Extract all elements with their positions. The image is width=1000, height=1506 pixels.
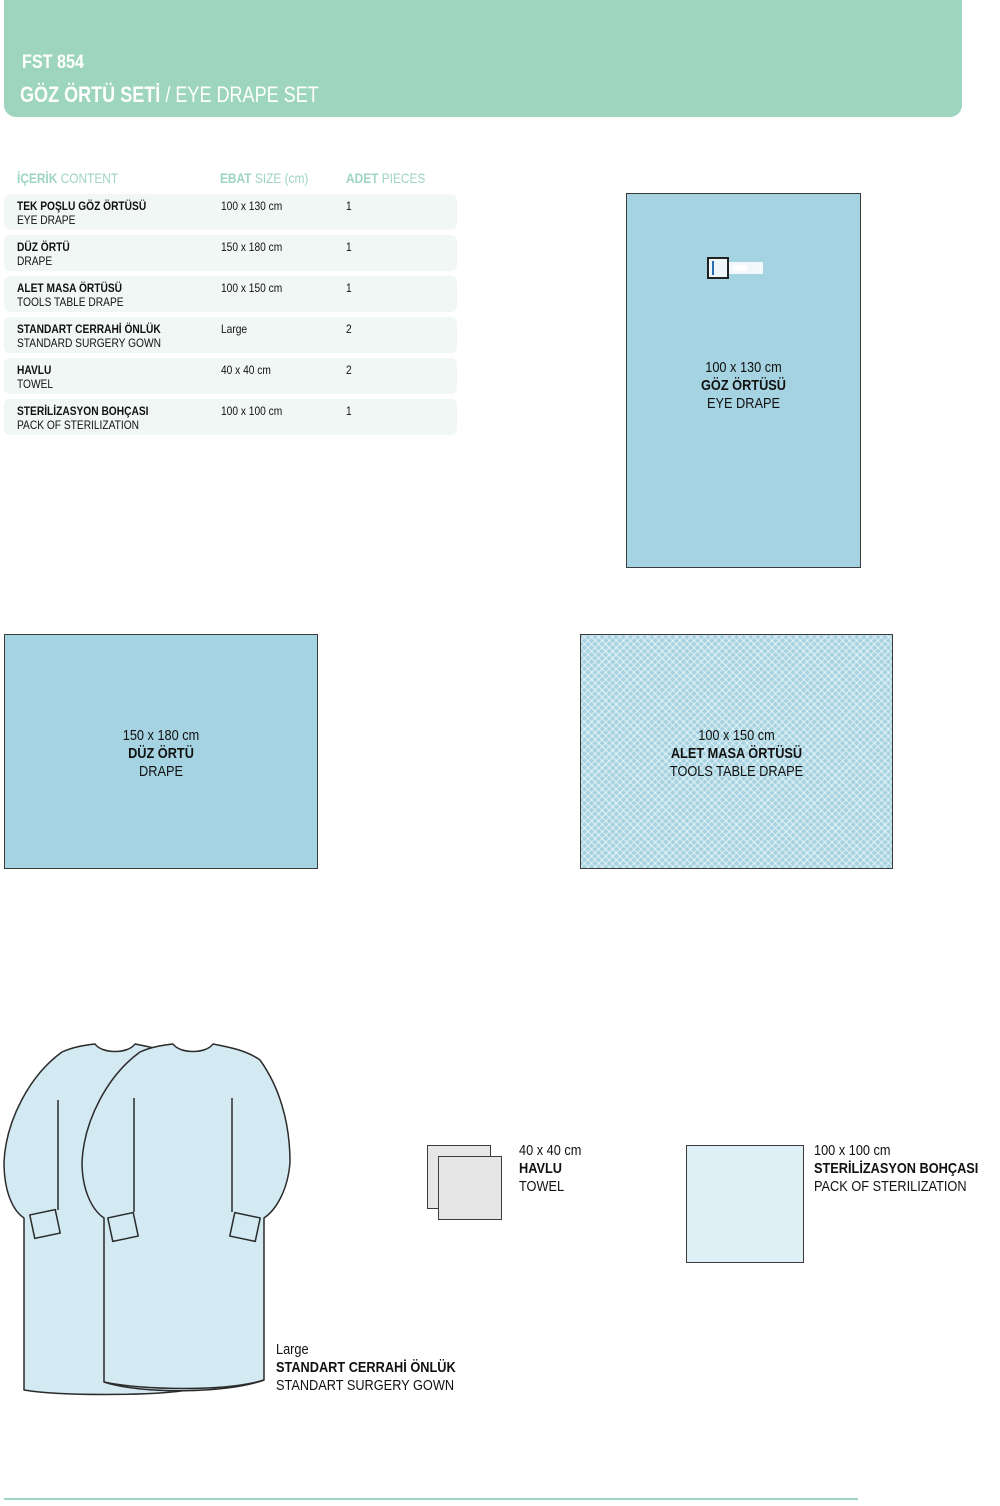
row-size: 100 x 100 cm bbox=[221, 404, 283, 418]
row-name-tr: ALET MASA ÖRTÜSÜ bbox=[17, 281, 123, 295]
row-name-tr: HAVLU bbox=[17, 363, 52, 377]
drape-label: 150 x 180 cm DÜZ ÖRTÜ DRAPE bbox=[122, 727, 200, 780]
footer-divider bbox=[4, 1498, 858, 1500]
product-code: FST 854 bbox=[22, 52, 84, 73]
row-name-en: TOWEL bbox=[17, 377, 54, 391]
title-tr: GÖZ ÖRTÜ SETİ bbox=[20, 82, 161, 107]
tools-table-label: 100 x 150 cm ALET MASA ÖRTÜSÜ TOOLS TABLE DRAPE bbox=[669, 727, 804, 780]
surgery-gown-illustration bbox=[0, 1040, 300, 1400]
eye-pouch-icon bbox=[707, 257, 729, 279]
row-pieces: 2 bbox=[346, 322, 352, 336]
tools-table-drape-illustration bbox=[580, 634, 893, 869]
row-pieces: 2 bbox=[346, 363, 352, 377]
sterilization-label: 100 x 100 cm STERİLİZASYON BOHÇASI PACK OF STERILIZATION bbox=[814, 1142, 979, 1195]
row-pieces: 1 bbox=[346, 281, 352, 295]
row-name-en: STANDARD SURGERY GOWN bbox=[17, 336, 161, 350]
table-row bbox=[4, 358, 457, 394]
product-title bbox=[20, 82, 319, 108]
row-name-en: DRAPE bbox=[17, 254, 53, 268]
row-size: 100 x 150 cm bbox=[221, 281, 283, 295]
table-row bbox=[4, 399, 457, 435]
row-pieces: 1 bbox=[346, 404, 352, 418]
table-row bbox=[4, 235, 457, 271]
table-row bbox=[4, 317, 457, 353]
sterilization-pack-illustration bbox=[686, 1145, 804, 1263]
towel-illustration bbox=[427, 1145, 503, 1221]
row-name-en: TOOLS TABLE DRAPE bbox=[17, 295, 124, 309]
gown-label: Large STANDART CERRAHİ ÖNLÜK STANDART SURGERY GOWN bbox=[276, 1341, 456, 1394]
row-name-tr: TEK POŞLU GÖZ ÖRTÜSÜ bbox=[17, 199, 147, 213]
row-size: Large bbox=[221, 322, 248, 336]
col-header-content: İÇERİK CONTENT bbox=[17, 170, 119, 186]
title-separator: / bbox=[165, 82, 171, 107]
col-header-size: EBAT SIZE (cm) bbox=[220, 170, 309, 186]
row-name-tr: STANDART CERRAHİ ÖNLÜK bbox=[17, 322, 161, 336]
row-size: 100 x 130 cm bbox=[221, 199, 283, 213]
header-banner bbox=[4, 0, 962, 117]
row-name-tr: DÜZ ÖRTÜ bbox=[17, 240, 70, 254]
row-pieces: 1 bbox=[346, 240, 352, 254]
title-en: EYE DRAPE SET bbox=[175, 82, 319, 107]
col-header-pieces: ADET PIECES bbox=[346, 170, 426, 186]
towel-label: 40 x 40 cm HAVLU TOWEL bbox=[519, 1142, 582, 1195]
eye-pouch-tab bbox=[729, 262, 763, 274]
eye-drape-illustration bbox=[626, 193, 861, 568]
row-name-en: PACK OF STERILIZATION bbox=[17, 418, 140, 432]
drape-illustration bbox=[4, 634, 318, 869]
row-size: 40 x 40 cm bbox=[221, 363, 271, 377]
table-row bbox=[4, 276, 457, 312]
row-size: 150 x 180 cm bbox=[221, 240, 283, 254]
row-name-tr: STERİLİZASYON BOHÇASI bbox=[17, 404, 149, 418]
row-name-en: EYE DRAPE bbox=[17, 213, 76, 227]
table-row bbox=[4, 194, 457, 230]
eye-drape-label: 100 x 130 cm GÖZ ÖRTÜSÜ EYE DRAPE bbox=[701, 359, 786, 412]
row-pieces: 1 bbox=[346, 199, 352, 213]
